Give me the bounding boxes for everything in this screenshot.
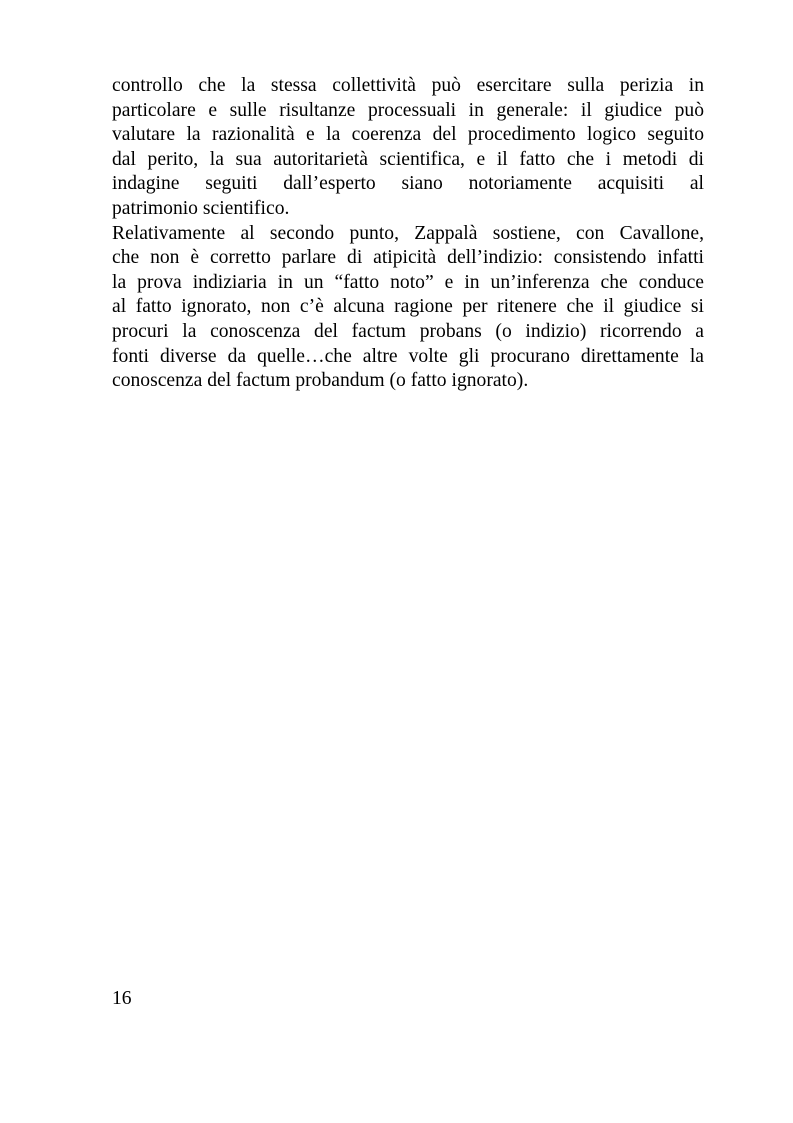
text-line: controllo che la stessa collettività può esercitare sulla perizia in bbox=[112, 75, 704, 96]
text-line: al fatto ignorato, non c’è alcuna ragione per ritenere che il giudice si bbox=[112, 296, 704, 318]
text-line: patrimonio scientifico. bbox=[112, 197, 290, 219]
page-number: 16 bbox=[112, 988, 132, 1009]
body-text bbox=[112, 74, 704, 394]
text-line: conoscenza del factum probandum (o fatto ignorato). bbox=[112, 370, 529, 392]
text-line: procuri la conoscenza del factum probans (o indizio) ricorrendo a bbox=[112, 320, 704, 342]
text-line: fonti diverse da quelle…che altre volte gli procurano direttamente la bbox=[112, 345, 704, 367]
paragraph-2 bbox=[112, 222, 704, 394]
text-line: Relativamente al secondo punto, Zappalà sostiene, con Cavallone, bbox=[112, 222, 704, 244]
text-line: indagine seguiti dall’esperto siano notoriamente acquisiti al bbox=[112, 173, 704, 195]
text-line: che non è corretto parlare di atipicità dell’indizio: consistendo infatti bbox=[112, 247, 704, 269]
text-line: particolare e sulle risultanze processuali in generale: il giudice può bbox=[112, 99, 704, 121]
text-line: la prova indiziaria in un “fatto noto” e in un’inferenza che conduce bbox=[112, 271, 704, 293]
text-line: dal perito, la sua autoritarietà scientifica, e il fatto che i metodi di bbox=[112, 148, 704, 170]
paragraph-1 bbox=[112, 74, 704, 222]
text-line: valutare la razionalità e la coerenza del procedimento logico seguito bbox=[112, 124, 704, 146]
